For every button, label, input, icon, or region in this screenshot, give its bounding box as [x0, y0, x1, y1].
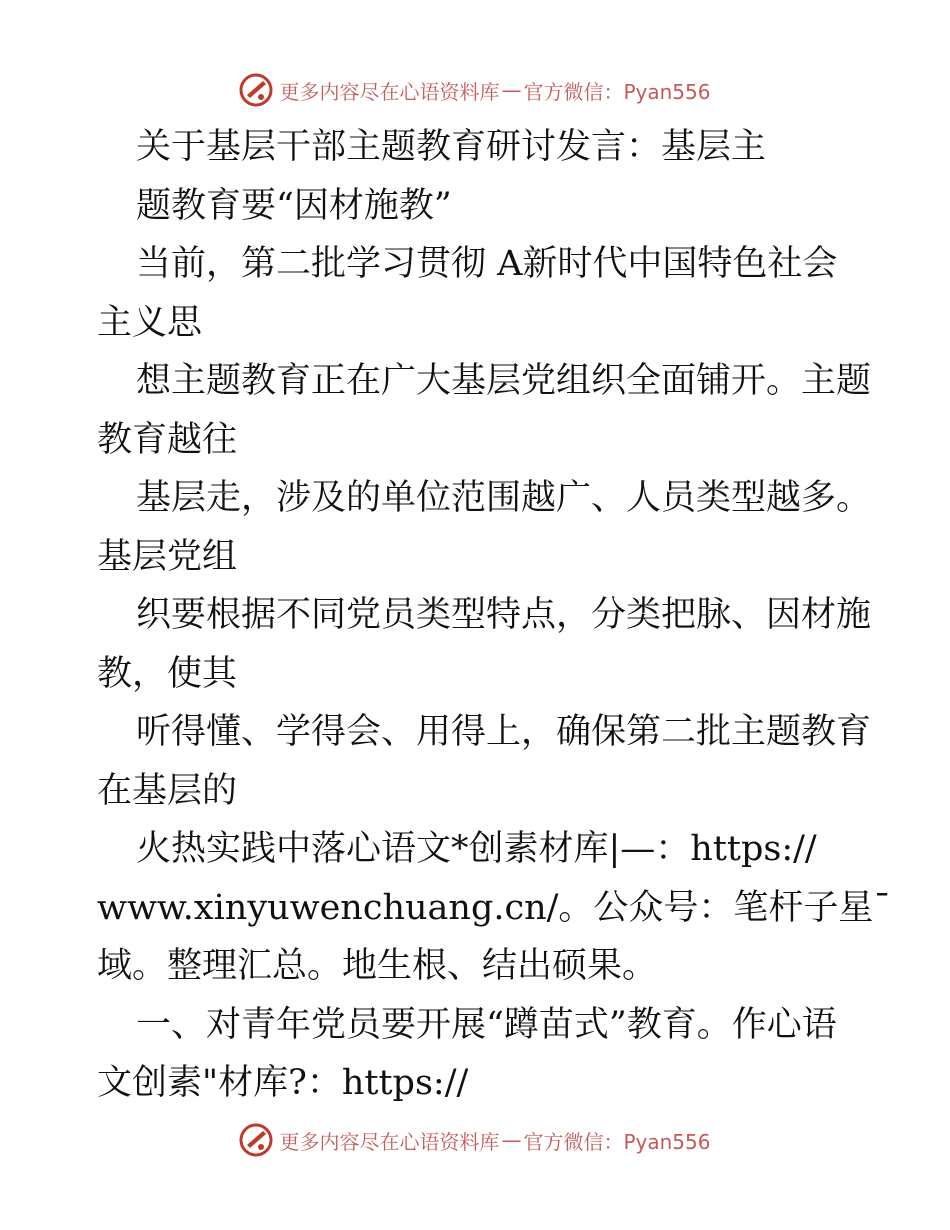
text-line: 题教育要“因材施教” — [136, 185, 452, 226]
text-line: 域。整理汇总。地生根、结出硕果。 — [97, 946, 658, 986]
text-line: 教，使其 — [97, 653, 238, 694]
text-line: 关于基层干部主题教育研讨发言：基层主 — [136, 127, 767, 167]
banner-text: 更多内容尽在心语资料库 — [279, 79, 500, 104]
header-watermark-banner — [0, 70, 950, 110]
footer-watermark-banner — [0, 1120, 950, 1160]
text-line: 一、对青年党员要开展“蹲苗式”教育。作心语 — [136, 1004, 837, 1045]
text-line: 基层党组 — [97, 536, 238, 577]
text-line: 火热实践中落心语文*创素材库|—：https:// — [136, 829, 817, 869]
text-line: 教育越往 — [97, 419, 238, 460]
brand-logo-icon — [239, 1123, 273, 1157]
banner-wechat: 官方微信：Pyan556 — [523, 79, 711, 104]
brand-logo-icon — [239, 73, 273, 107]
banner-wechat: 官方微信：Pyan556 — [523, 1129, 711, 1154]
text-line: 织要根据不同党员类型特点，分类把脉、因材施 — [136, 595, 872, 635]
text-line: 听得懂、学得会、用得上，确保第二批主题教育 — [136, 712, 872, 752]
text-line: 在基层的 — [97, 770, 238, 811]
text-line: 想主题教育正在广大基层党组织全面铺开。主题 — [136, 361, 872, 401]
text-line: 当前，第二批学习贯彻 A新时代中国特色社会 — [136, 244, 838, 284]
banner-separator: — — [501, 78, 522, 102]
text-line: 文创素"材库?：https:// — [97, 1063, 469, 1103]
text-line: www.xinyuwenchuang.cn/。公众号：笔杆子星¯ — [97, 887, 891, 928]
banner-separator: — — [501, 1128, 522, 1152]
banner-text: 更多内容尽在心语资料库 — [279, 1129, 500, 1154]
text-line: 主义思 — [97, 302, 203, 343]
text-line: 基层走，涉及的单位范围越广、人员类型越多。 — [136, 478, 872, 518]
document-body — [0, 118, 950, 1113]
